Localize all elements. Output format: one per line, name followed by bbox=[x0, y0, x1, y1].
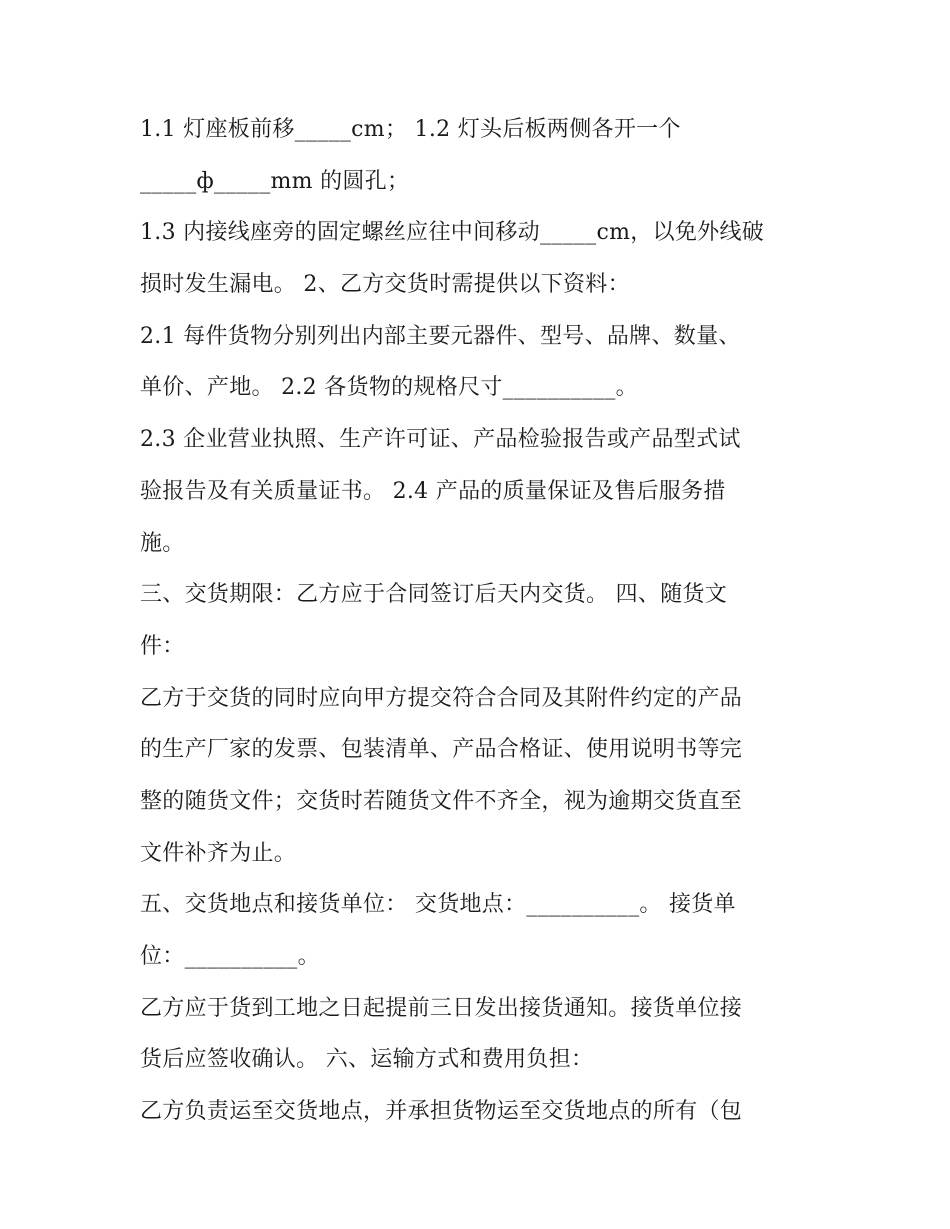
text-line: _____ф_____mm 的圆孔； bbox=[140, 168, 410, 194]
text-line: 1.3 内接线座旁的固定螺丝应往中间移动_____cm，以免外线破 bbox=[140, 220, 765, 246]
text-line: 五、交货地点和接货单位： 交货地点：__________。 接货单 bbox=[140, 892, 736, 918]
text-line: 2.1 每件货物分别列出内部主要元器件、型号、品牌、数量、 bbox=[140, 323, 741, 349]
text-line: 乙方于交货的同时应向甲方提交符合合同及其附件约定的产品 bbox=[140, 685, 743, 711]
text-line: 2.3 企业营业执照、生产许可证、产品检验报告或产品型式试 bbox=[140, 427, 741, 453]
text-line: 单价、产地。 2.2 各货物的规格尺寸__________。 bbox=[140, 375, 638, 401]
text-line: 乙方应于货到工地之日起提前三日发出接货通知。接货单位接 bbox=[140, 995, 743, 1021]
text-line: 件： bbox=[140, 633, 185, 659]
text-line: 货后应签收确认。 六、运输方式和费用负担： bbox=[140, 1047, 594, 1073]
text-line: 整的随货文件；交货时若随货文件不齐全，视为逾期交货直至 bbox=[140, 788, 743, 814]
text-line: 三、交货期限：乙方应于合同签订后天内交货。 四、随货文 bbox=[140, 582, 728, 608]
text-line: 位：__________。 bbox=[140, 944, 320, 969]
document-body bbox=[140, 104, 830, 1138]
text-line: 1.1 灯座板前移_____cm； 1.2 灯头后板两侧各开一个 bbox=[140, 117, 681, 142]
text-line: 文件补齐为止。 bbox=[140, 840, 297, 866]
text-line: 施。 bbox=[140, 530, 185, 556]
text-line: 损时发生漏电。 2、乙方交货时需提供以下资料： bbox=[140, 272, 630, 298]
text-line: 乙方负责运至交货地点，并承担货物运至交货地点的所有（包 bbox=[140, 1099, 743, 1125]
text-line: 的生产厂家的发票、包装清单、产品合格证、使用说明书等完 bbox=[140, 737, 743, 763]
text-line: 验报告及有关质量证书。 2.4 产品的质量保证及售后服务措 bbox=[140, 478, 726, 504]
